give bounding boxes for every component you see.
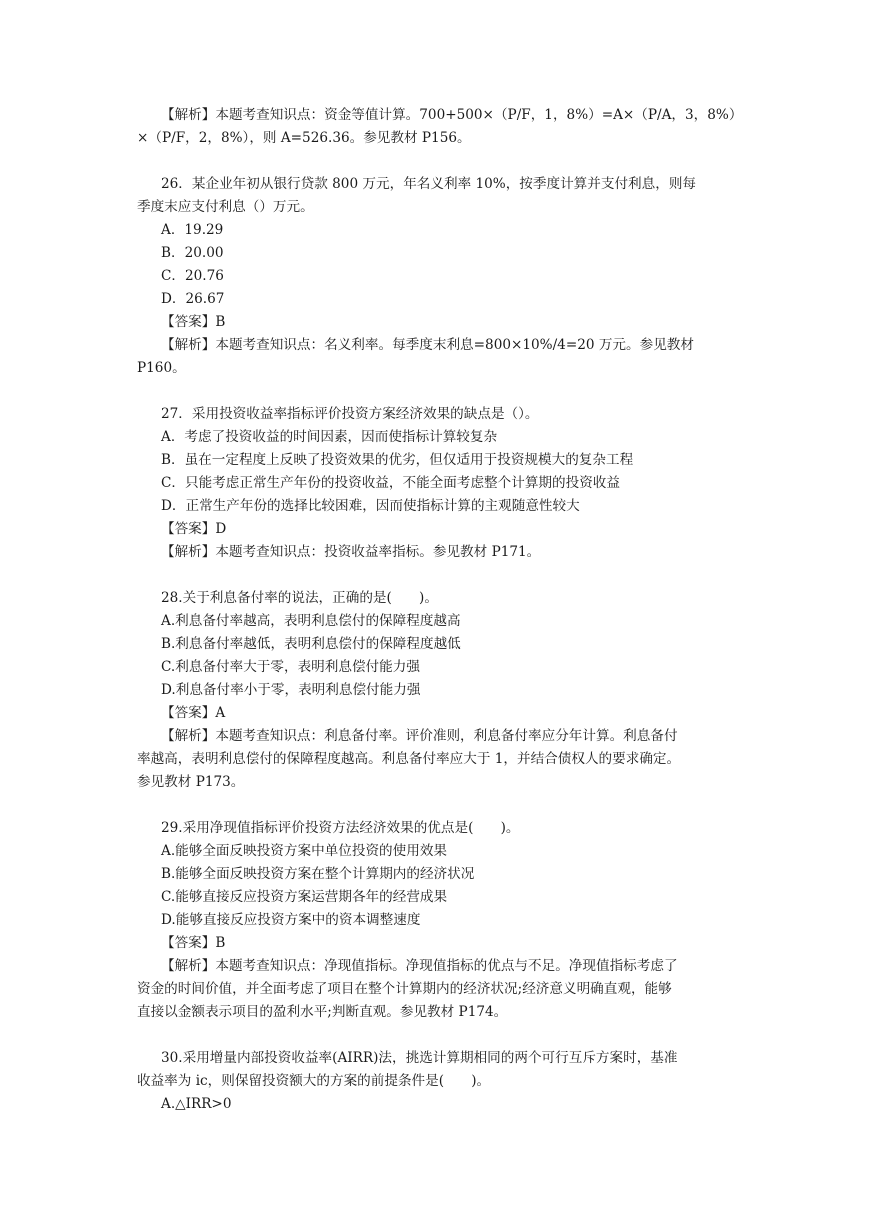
option-d: D.利息备付率小于零，表明利息偿付能力强 — [161, 682, 421, 698]
option-b: B.利息备付率越低，表明利息偿付的保障程度越低 — [161, 636, 461, 652]
option-c: C.利息备付率大于零，表明利息偿付能力强 — [161, 659, 420, 675]
analysis-line: 【解析】本题考查知识点：资金等值计算。700+500×（P/F，1，8%）=A×（P/A，3，8%） — [161, 107, 743, 123]
analysis-line: 率越高，表明利息偿付的保障程度越高。利息备付率应大于 1，并结合债权人的要求确定。 — [137, 751, 681, 767]
option-a: A．考虑了投资收益的时间因素，因而使指标计算较复杂 — [161, 429, 498, 445]
question-stem: 收益率为 ic，则保留投资额大的方案的前提条件是( )。 — [137, 1073, 491, 1089]
analysis-line: P160。 — [137, 360, 186, 376]
option-b: B．20.00 — [161, 245, 224, 261]
analysis-line: 【解析】本题考查知识点：利息备付率。评价准则，利息备付率应分年计算。利息备付 — [161, 728, 678, 744]
question-26 — [137, 173, 737, 380]
answer: 【答案】B — [161, 935, 226, 951]
option-c: C．只能考虑正常生产年份的投资收益，不能全面考虑整个计算期的投资收益 — [161, 475, 620, 491]
q25-analysis — [137, 104, 743, 150]
question-29 — [137, 817, 737, 1024]
answer: 【答案】A — [161, 705, 226, 721]
question-stem: 26．某企业年初从银行贷款 800 万元，年名义利率 10%，按季度计算并支付利息，则每 — [161, 176, 697, 192]
option-d: D.能够直接反应投资方案中的资本调整速度 — [161, 912, 421, 928]
option-a: A.△IRR>0 — [161, 1096, 232, 1112]
analysis-line: 【解析】本题考查知识点：名义利率。每季度末利息=800×10%/4=20 万元。参见教材 — [161, 337, 694, 353]
option-a: A．19.29 — [161, 222, 224, 238]
option-d: D．正常生产年份的选择比较困难，因而使指标计算的主观随意性较大 — [161, 498, 580, 514]
option-a: A.利息备付率越高，表明利息偿付的保障程度越高 — [161, 613, 461, 629]
option-d: D．26.67 — [161, 291, 225, 307]
option-b: B．虽在一定程度上反映了投资效果的优劣，但仅适用于投资规模大的复杂工程 — [161, 452, 634, 468]
question-27 — [137, 403, 737, 564]
question-stem: 季度末应支付利息（）万元。 — [137, 199, 314, 215]
question-stem: 29.采用净现值指标评价投资方法经济效果的优点是( )。 — [161, 820, 520, 836]
answer: 【答案】D — [161, 521, 227, 537]
answer: 【答案】B — [161, 314, 226, 330]
option-c: C．20.76 — [161, 268, 224, 284]
option-b: B.能够全面反映投资方案在整个计算期内的经济状况 — [161, 866, 475, 882]
option-c: C.能够直接反应投资方案运营期各年的经营成果 — [161, 889, 448, 905]
analysis-line: 【解析】本题考查知识点：净现值指标。净现值指标的优点与不足。净现值指标考虑了 — [161, 958, 678, 974]
analysis-line: ×（P/F，2，8%），则 A=526.36。参见教材 P156。 — [137, 130, 471, 146]
question-stem: 30.采用增量内部投资收益率(AIRR)法，挑选计算期相同的两个可行互斥方案时，基准 — [161, 1050, 678, 1066]
question-30 — [137, 1047, 737, 1116]
document-page — [137, 104, 743, 1116]
analysis-line: 资金的时间价值，并全面考虑了项目在整个计算期内的经济状况;经济意义明确直观，能够 — [137, 981, 672, 997]
option-a: A.能够全面反映投资方案中单位投资的使用效果 — [161, 843, 448, 859]
analysis-line: 参见教材 P173。 — [137, 774, 245, 790]
question-stem: 28.关于利息备付率的说法，正确的是( )。 — [161, 590, 438, 606]
analysis-line: 【解析】本题考查知识点：投资收益率指标。参见教材 P171。 — [161, 544, 541, 560]
question-28 — [137, 587, 737, 794]
analysis-line: 直接以金额表示项目的盈利水平;判断直观。参见教材 P174。 — [137, 1004, 508, 1020]
question-stem: 27．采用投资收益率指标评价投资方案经济效果的缺点是（）。 — [161, 406, 539, 422]
